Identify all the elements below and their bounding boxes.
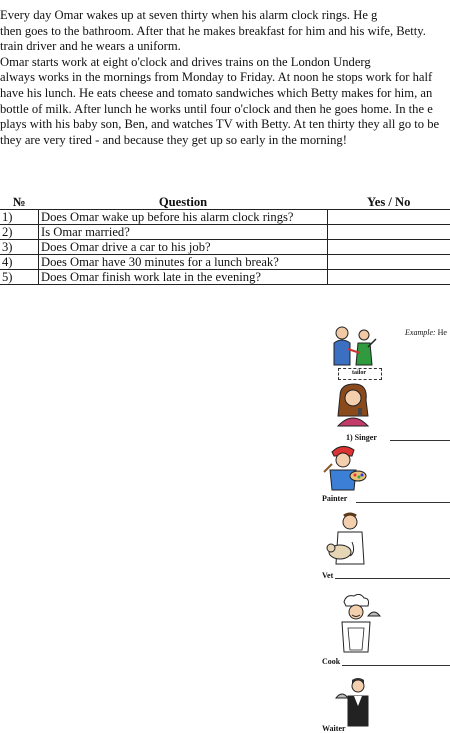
painter-figure (318, 442, 370, 494)
passage-line: they are very tired - and because they get up so early in the morning! (0, 133, 450, 149)
table-header-row (0, 195, 450, 210)
table-row (0, 225, 450, 240)
table-row (0, 270, 450, 285)
singer-answer-line[interactable] (390, 440, 450, 441)
tailor-label: tailor (352, 370, 366, 376)
painter-answer-line[interactable] (356, 502, 450, 503)
header-yes-no: Yes / No (328, 195, 450, 210)
reading-passage (0, 8, 450, 148)
row-number: 2) (0, 225, 39, 240)
passage-line: Omar starts work at eight o'clock and drives trains on the London Underg (0, 55, 450, 71)
example-text (405, 328, 447, 337)
passage-line: then goes to the bathroom. After that he makes breakfast for him and his wife, Betty. (0, 24, 450, 40)
cook-label: Cook (322, 657, 340, 666)
header-question: Question (39, 195, 328, 210)
row-number: 1) (0, 210, 39, 225)
cook-answer-line[interactable] (342, 665, 450, 666)
questions-table (0, 195, 450, 285)
singer-figure (330, 382, 376, 428)
cook-figure (328, 594, 384, 654)
table-row (0, 210, 450, 225)
row-number: 3) (0, 240, 39, 255)
waiter-label: Waiter (322, 724, 346, 733)
vet-figure (322, 512, 372, 568)
vet-label: Vet (322, 571, 333, 580)
example-sentence: He (436, 328, 447, 337)
answer-cell[interactable] (328, 270, 450, 285)
passage-line: always works in the mornings from Monday to Friday. At noon he stops work for half (0, 70, 450, 86)
row-question: Is Omar married? (39, 225, 328, 240)
passage-line: Every day Omar wakes up at seven thirty when his alarm clock rings. He g (0, 8, 450, 24)
row-question: Does Omar wake up before his alarm clock rings? (39, 210, 328, 225)
row-question: Does Omar drive a car to his job? (39, 240, 328, 255)
tailor-figure (328, 325, 380, 371)
waiter-figure (334, 676, 380, 728)
passage-line: train driver and he wears a uniform. (0, 39, 450, 55)
passage-line: bottle of milk. After lunch he works until four o'clock and then he goes home. In the e (0, 102, 450, 118)
singer-label: 1) Singer (346, 433, 377, 442)
answer-cell[interactable] (328, 255, 450, 270)
answer-cell[interactable] (328, 210, 450, 225)
example-label: Example: (405, 328, 436, 337)
passage-line: have his lunch. He eats cheese and tomato sandwiches which Betty makes for him, an (0, 86, 450, 102)
passage-line: plays with his baby son, Ben, and watches TV with Betty. At ten thirty they all go to be (0, 117, 450, 133)
vet-answer-line[interactable] (335, 578, 450, 579)
row-number: 5) (0, 270, 39, 285)
answer-cell[interactable] (328, 240, 450, 255)
row-number: 4) (0, 255, 39, 270)
table-row (0, 240, 450, 255)
row-question: Does Omar finish work late in the evening? (39, 270, 328, 285)
row-question: Does Omar have 30 minutes for a lunch break? (39, 255, 328, 270)
painter-label: Painter (322, 494, 347, 503)
table-row (0, 255, 450, 270)
answer-cell[interactable] (328, 225, 450, 240)
header-number: № (0, 195, 39, 210)
